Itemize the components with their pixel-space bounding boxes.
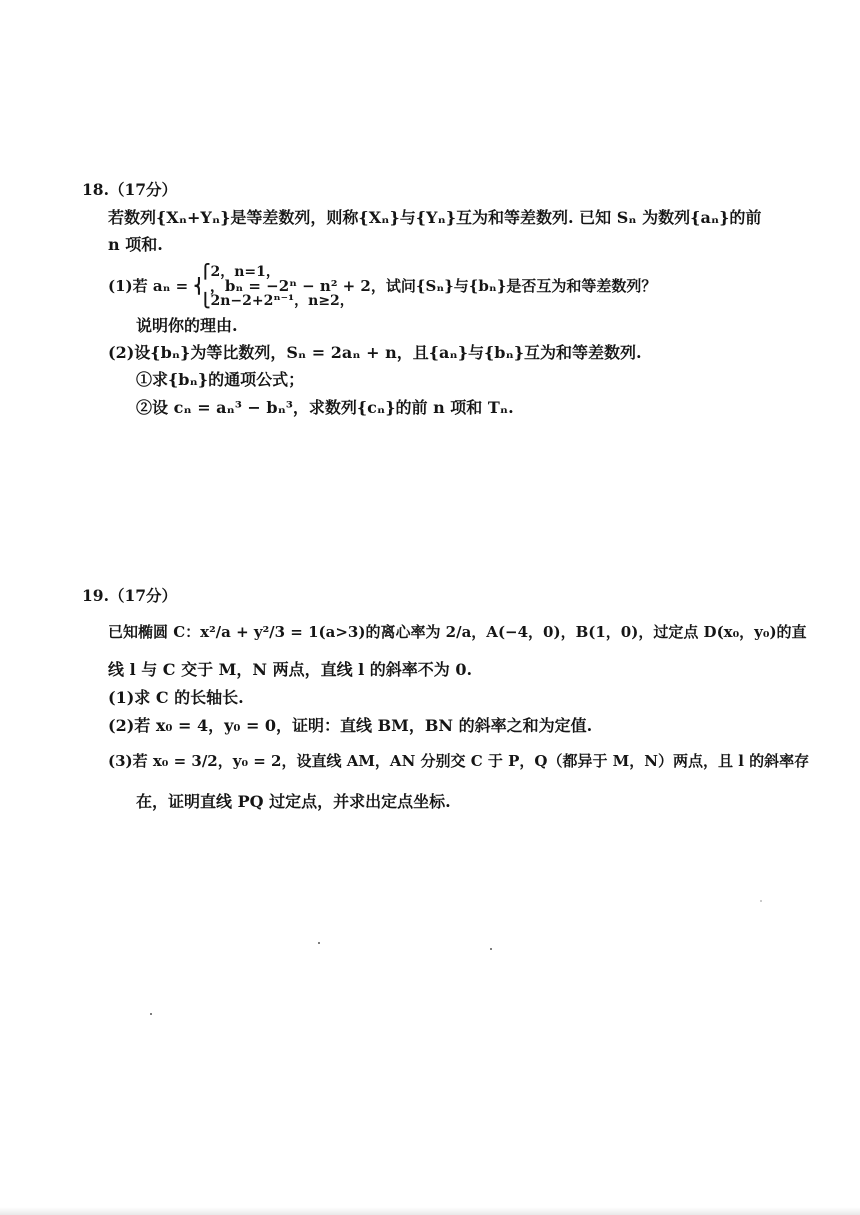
q19-intro-line-2: 线 l 与 C 交于 M，N 两点，直线 l 的斜率不为 0. (108, 660, 473, 679)
q18-part1-reason: 说明你的理由. (136, 316, 238, 335)
q18-header: 18.（17分） (82, 180, 178, 199)
q19-part2: (2)若 x₀ = 4，y₀ = 0，证明：直线 BM，BN 的斜率之和为定值. (108, 716, 593, 735)
scan-speck (490, 948, 492, 950)
q18-part2-i: ①求{bₙ}的通项公式； (136, 370, 305, 389)
q18-part1-case-top: ⎧2，n=1， (200, 264, 280, 280)
q18-intro-line-2: n 项和. (108, 235, 163, 254)
q18-part1-line: (1)若 aₙ = ⎨ ，bₙ = −2ⁿ − n² + 2，试问{Sₙ}与{bₙ}是否互为和等差数列？ (108, 277, 657, 295)
q18-part1-case-bottom: ⎩2n−2+2ⁿ⁻¹，n≥2， (200, 293, 354, 309)
scan-bottom-edge (0, 1207, 860, 1215)
q18-part2: (2)设{bₙ}为等比数列，Sₙ = 2aₙ + n，且{aₙ}与{bₙ}互为和等差数列. (108, 343, 642, 362)
q19-part1: (1)求 C 的长轴长. (108, 688, 244, 707)
q18-intro-line-1: 若数列{Xₙ+Yₙ}是等差数列，则称{Xₙ}与{Yₙ}互为和等差数列. 已知 Sₙ 为数列{aₙ}的前 (108, 208, 762, 227)
scan-speck (318, 942, 320, 944)
scan-speck (150, 1013, 152, 1015)
q19-intro-line-1: 已知椭圆 C：x²/a + y²/3 = 1(a>3)的离心率为 2/a，A(−4，0)，B(1，0)，过定点 D(x₀，y₀)的直 (108, 623, 807, 641)
q19-part3-line-2: 在，证明直线 PQ 过定点，并求出定点坐标. (136, 792, 451, 811)
q19-part3-line-1: (3)若 x₀ = 3/2，y₀ = 2，设直线 AM，AN 分别交 C 于 P，Q（都异于 M，N）两点，且 l 的斜率存 (108, 752, 810, 770)
q19-header: 19.（17分） (82, 586, 178, 605)
q18-part2-ii: ②设 cₙ = aₙ³ − bₙ³，求数列{cₙ}的前 n 项和 Tₙ. (136, 398, 514, 417)
scan-speck (760, 900, 762, 902)
